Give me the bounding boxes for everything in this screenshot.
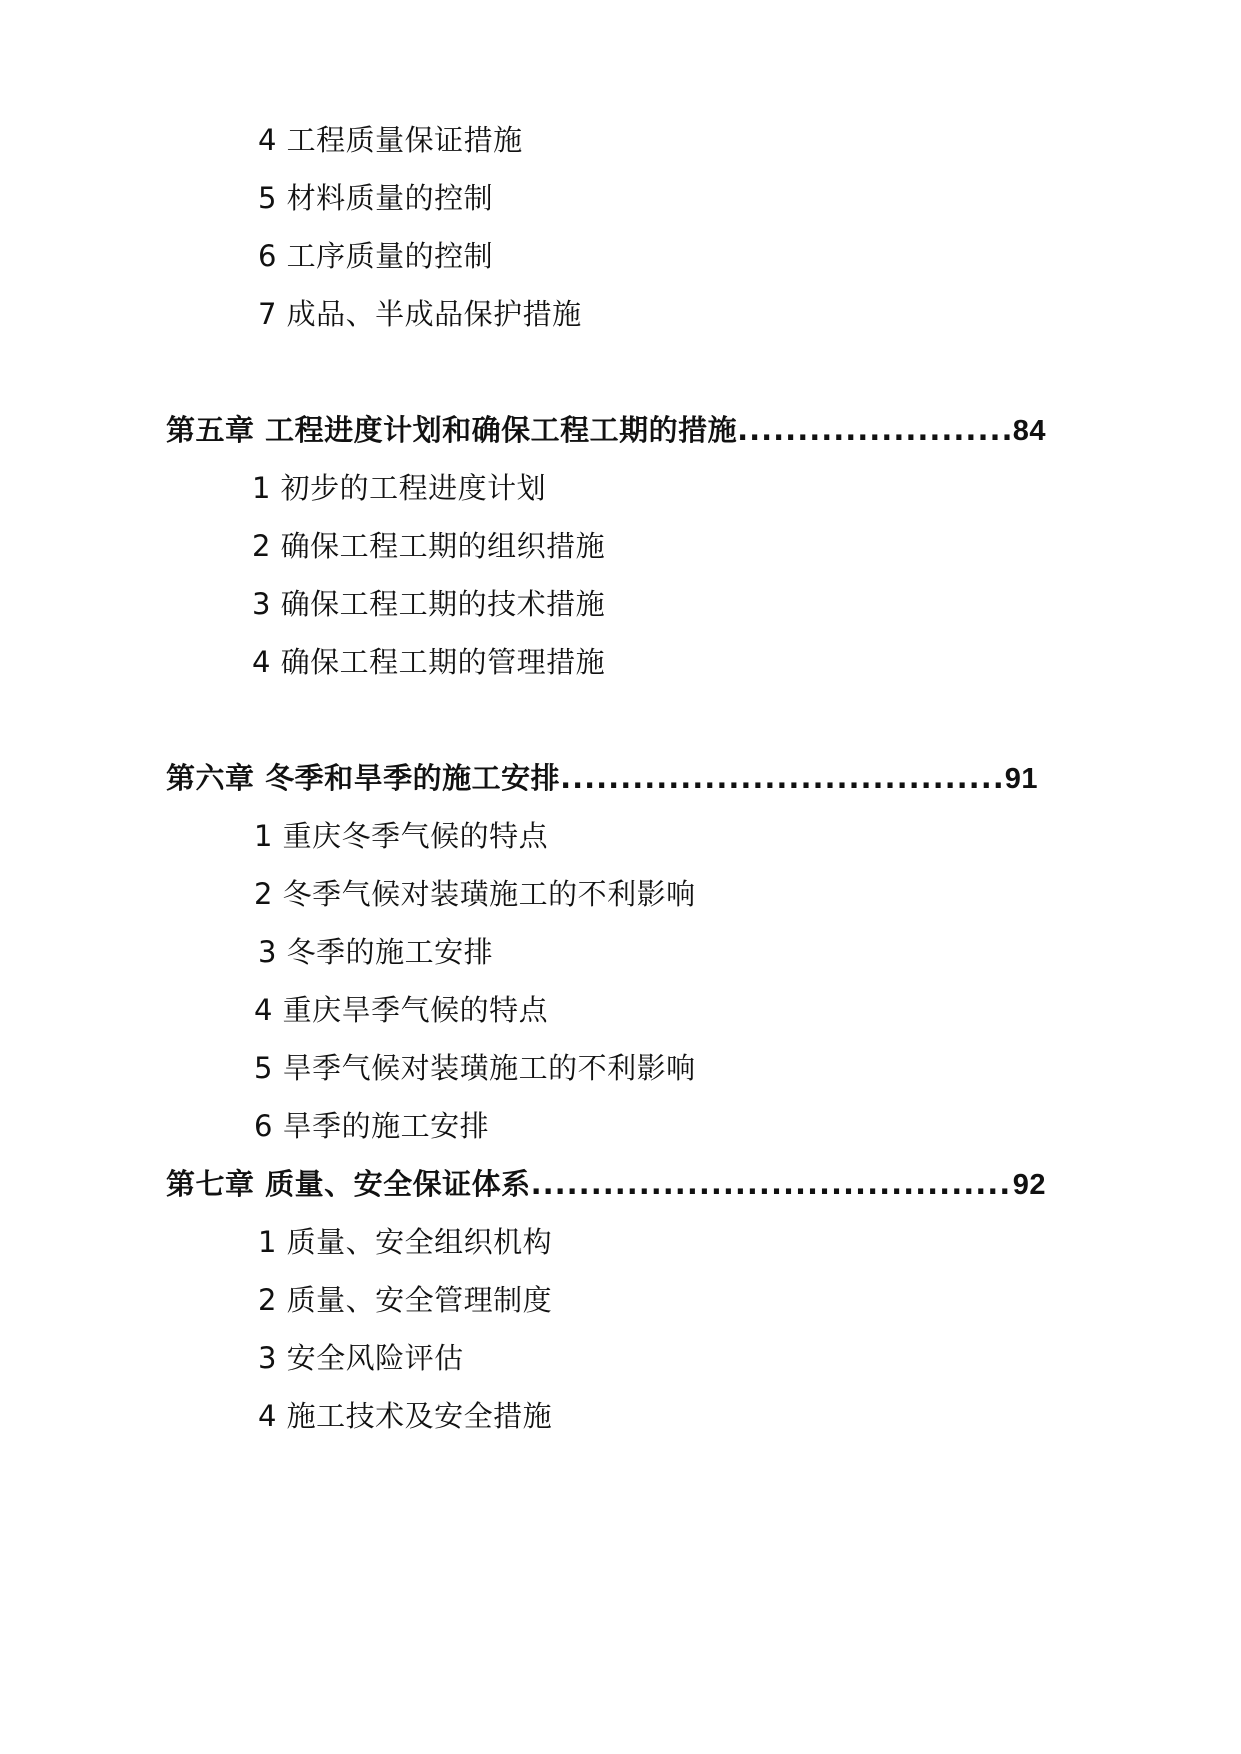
dot-leader: [560, 760, 1005, 796]
toc-item: 4 确保工程工期的管理措施: [252, 645, 606, 679]
toc-item: 1 重庆冬季气候的特点: [254, 819, 549, 853]
chapter-page-number: 92: [1012, 1169, 1046, 1201]
toc-item: 5 旱季气候对装璜施工的不利影响: [254, 1051, 696, 1085]
chapter-title: 第五章 工程进度计划和确保工程工期的措施: [166, 413, 738, 447]
toc-item: 4 工程质量保证措施: [258, 123, 523, 157]
toc-item: 1 初步的工程进度计划: [252, 471, 547, 505]
chapter-title: 第七章 质量、安全保证体系: [166, 1167, 531, 1201]
toc-item: 4 施工技术及安全措施: [258, 1399, 553, 1433]
toc-item: 2 质量、安全管理制度: [258, 1283, 553, 1317]
toc-item: 6 旱季的施工安排: [254, 1109, 490, 1143]
toc-item: 7 成品、半成品保护措施: [258, 297, 582, 331]
dot-leader: [737, 412, 1013, 448]
toc-item: 3 确保工程工期的技术措施: [252, 587, 606, 621]
toc-item: 2 确保工程工期的组织措施: [252, 529, 606, 563]
toc-item: 3 冬季的施工安排: [258, 935, 494, 969]
toc-chapter-heading: [166, 412, 1046, 449]
toc-item: 2 冬季气候对装璜施工的不利影响: [254, 877, 696, 911]
toc-chapter-heading: [166, 1166, 1046, 1203]
chapter-title: 第六章 冬季和旱季的施工安排: [166, 761, 561, 795]
dot-leader: [531, 1166, 1013, 1202]
chapter-page-number: 84: [1012, 415, 1046, 447]
toc-item: 4 重庆旱季气候的特点: [254, 993, 549, 1027]
toc-chapter-heading: [166, 760, 1038, 797]
chapter-page-number: 91: [1004, 763, 1038, 795]
toc-item: 3 安全风险评估: [258, 1341, 464, 1375]
toc-item: 1 质量、安全组织机构: [258, 1225, 553, 1259]
toc-item: 5 材料质量的控制: [258, 181, 494, 215]
toc-item: 6 工序质量的控制: [258, 239, 494, 273]
